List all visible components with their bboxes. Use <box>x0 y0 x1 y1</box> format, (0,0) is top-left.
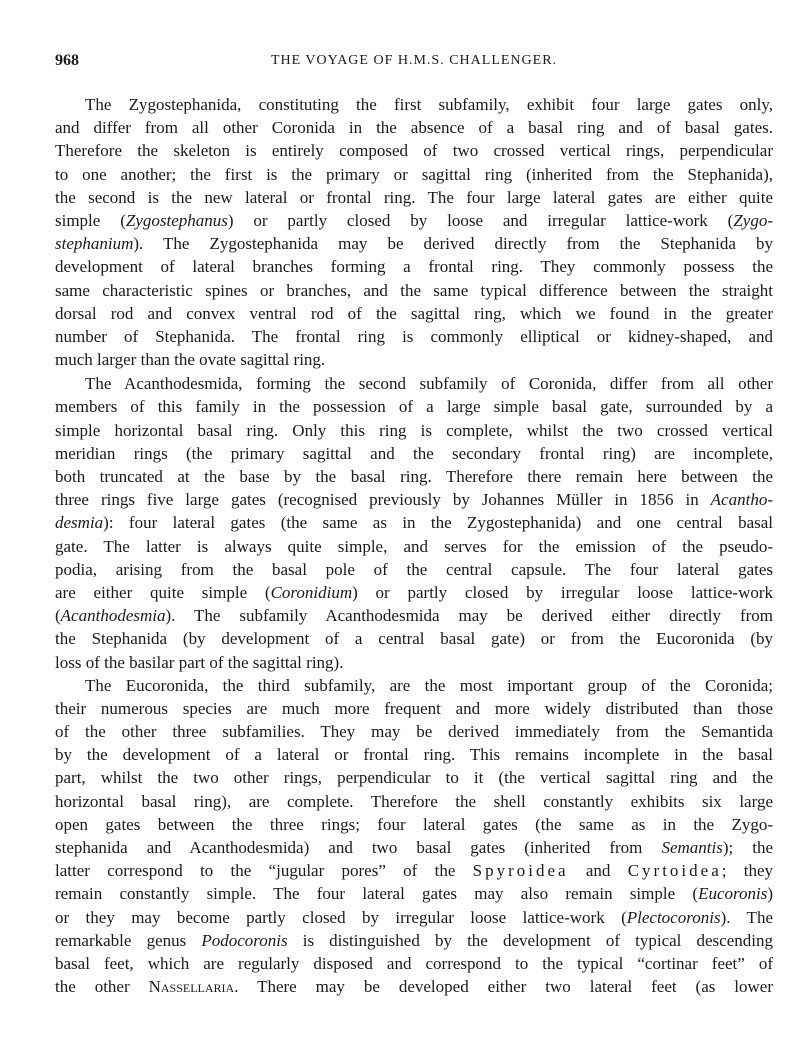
text-segment: latter correspond to the “jugular pores” of the <box>55 861 473 881</box>
small-caps-text: Nassellaria <box>148 977 235 997</box>
italic-text: Podocoronis <box>201 930 288 950</box>
text-segment: both truncated at the base by the basal ring. Therefore there remain here between the <box>55 467 773 486</box>
text-segment: stephanida and Acanthodesmida) and two basal gates (inherited from <box>55 838 662 857</box>
text-segment: simple horizontal basal ring. Only this ring is complete, whilst the two crossed vertical <box>55 420 773 440</box>
paragraph <box>55 93 773 371</box>
text-line <box>55 558 773 581</box>
text-segment: dorsal rod and convex ventral rod of the sagittal ring, which we found in the greater <box>55 303 773 323</box>
text-segment: ). The Zygostephanida may be derived directly from the Stephanida by <box>133 234 773 254</box>
text-line <box>55 836 773 859</box>
paragraph <box>55 372 773 673</box>
text-segment: gate. The latter is always quite simple, and serves for the emission of the pseudo- <box>55 536 773 556</box>
text-segment: number of Stephanida. The frontal ring is commonly elliptical or kidney-shaped, and <box>55 326 773 346</box>
text-line <box>55 581 773 604</box>
text-line <box>55 697 773 720</box>
text-line <box>55 975 773 998</box>
text-segment: their numerous species are much more frequent and more widely distributed than those <box>55 698 773 718</box>
text-segment: ): four lateral gates (the same as in the Zygostephanida) and one central basal <box>103 513 773 533</box>
text-line <box>55 511 773 534</box>
text-line <box>55 116 773 139</box>
text-segment: the other <box>55 977 149 997</box>
text-segment: remain constantly simple. The four lateral gates may also remain simple ( <box>55 884 699 904</box>
text-segment: ) or partly closed by loose and irregular lattice-work ( <box>227 210 734 230</box>
text-line <box>55 929 773 952</box>
text-segment: podia, arising from the basal pole of the central capsule. The four lateral gates <box>55 559 773 579</box>
italic-text: Acantho- <box>710 490 773 510</box>
text-segment: horizontal basal ring), are complete. Therefore the shell constantly exhibits six large <box>55 791 773 811</box>
text-line <box>55 139 773 162</box>
italic-text: desmia <box>55 513 104 533</box>
text-line <box>55 419 773 442</box>
text-line <box>55 302 773 325</box>
text-segment: and differ from all other Coronida in the absence of a basal ring and of basal gates. <box>55 118 773 138</box>
text-line <box>55 952 773 975</box>
italic-text: Plectocoronis <box>626 907 721 927</box>
text-line <box>55 395 773 418</box>
text-line <box>55 93 773 116</box>
text-line <box>55 651 773 674</box>
text-line <box>55 813 773 836</box>
text-segment: The Zygostephanida, constituting the first subfamily, exhibit four large gates only, <box>85 95 773 114</box>
italic-text: Zygo- <box>733 210 773 230</box>
text-line <box>55 325 773 348</box>
text-line <box>55 674 773 697</box>
text-segment: development of lateral branches forming a frontal ring. They commonly possess the <box>55 257 773 277</box>
text-segment: ( <box>55 606 61 626</box>
text-segment: ) or partly closed by irregular loose lattice-work <box>352 582 774 602</box>
text-line <box>55 882 773 905</box>
italic-text: Acanthodesmia <box>60 606 166 626</box>
text-line <box>55 790 773 813</box>
text-segment: is distinguished by the development of typical descending <box>287 930 773 950</box>
text-line <box>55 255 773 278</box>
text-line <box>55 465 773 488</box>
text-line <box>55 535 773 558</box>
text-segment: remarkable genus <box>55 930 202 950</box>
text-line <box>55 442 773 465</box>
text-segment: meridian rings (the primary sagittal and the secondary frontal ring) are incomplete, <box>55 443 773 463</box>
spaced-text: Spyroidea <box>472 861 569 881</box>
text-line <box>55 232 773 255</box>
text-segment: ) <box>767 884 773 904</box>
text-line <box>55 488 773 511</box>
text-segment: simple ( <box>55 210 126 230</box>
text-segment: members of this family in the possession of a large simple basal gate, surrounded by a <box>55 397 773 417</box>
text-segment: by the development of a lateral or frontal ring. This remains incomplete in the basal <box>55 745 773 765</box>
italic-text: Eucoronis <box>698 884 768 904</box>
text-line <box>55 279 773 302</box>
text-segment: . There may be developed either two lateral feet (as lower <box>234 977 773 997</box>
text-segment: and <box>568 861 628 881</box>
text-segment: open gates between the three rings; four lateral gates (the same as in the Zygo- <box>55 814 773 834</box>
text-segment: The Eucoronida, the third subfamily, are the most important group of the Coronida; <box>85 675 773 695</box>
running-header <box>55 52 773 74</box>
text-line <box>55 372 773 395</box>
text-segment: ; they <box>721 861 774 881</box>
text-segment: ); the <box>722 838 774 857</box>
text-segment: loss of the basilar part of the sagittal ring). <box>55 652 344 672</box>
text-line <box>55 766 773 789</box>
text-line <box>55 720 773 743</box>
text-segment: part, whilst the two other rings, perpendicular to it (the vertical sagittal ring and the <box>55 768 773 788</box>
paragraph <box>55 674 773 999</box>
text-line <box>55 627 773 650</box>
italic-text: Coronidium <box>270 582 353 602</box>
spaced-text: Cyrtoidea <box>627 861 722 881</box>
text-segment: The Acanthodesmida, forming the second subfamily of Coronida, differ from all other <box>85 374 773 394</box>
text-line <box>55 743 773 766</box>
text-segment: or they may become partly closed by irregular loose lattice-work ( <box>55 907 627 927</box>
text-segment: are either quite simple ( <box>55 582 271 602</box>
italic-text: Zygostephanus <box>125 210 228 230</box>
text-segment: the Stephanida (by development of a central basal gate) or from the Eucoronida (by <box>55 629 773 649</box>
page-number: 968 <box>55 52 79 69</box>
text-segment: of the other three subfamilies. They may be derived immediately from the Semantida <box>55 722 773 742</box>
text-line <box>55 906 773 929</box>
body-text <box>55 93 773 998</box>
text-segment: ). The <box>720 907 773 927</box>
text-segment: much larger than the ovate sagittal ring. <box>55 350 326 370</box>
text-segment: Therefore the skeleton is entirely composed of two crossed vertical rings, perpendicular <box>55 141 773 161</box>
text-line <box>55 604 773 627</box>
text-line <box>55 859 773 882</box>
text-line <box>55 209 773 232</box>
italic-text: stephanium <box>55 234 134 254</box>
running-title: THE VOYAGE OF H.M.S. CHALLENGER. <box>270 53 558 68</box>
text-segment: to one another; the first is the primary or sagittal ring (inherited from the Stephanida), <box>55 164 773 184</box>
italic-text: Semantis <box>661 838 723 857</box>
text-segment: basal feet, which are regularly disposed and correspond to the typical “cortinar feet” of <box>55 953 773 973</box>
text-segment: same characteristic spines or branches, and the same typical difference between the straight <box>55 280 773 300</box>
text-line <box>55 163 773 186</box>
text-line <box>55 348 773 371</box>
text-segment: three rings five large gates (recognised previously by Johannes Müller in 1856 in <box>55 490 711 510</box>
text-line <box>55 186 773 209</box>
text-segment: the second is the new lateral or frontal ring. The four large lateral gates are either quite <box>55 187 773 207</box>
text-segment: ). The subfamily Acanthodesmida may be derived either directly from <box>165 606 773 626</box>
